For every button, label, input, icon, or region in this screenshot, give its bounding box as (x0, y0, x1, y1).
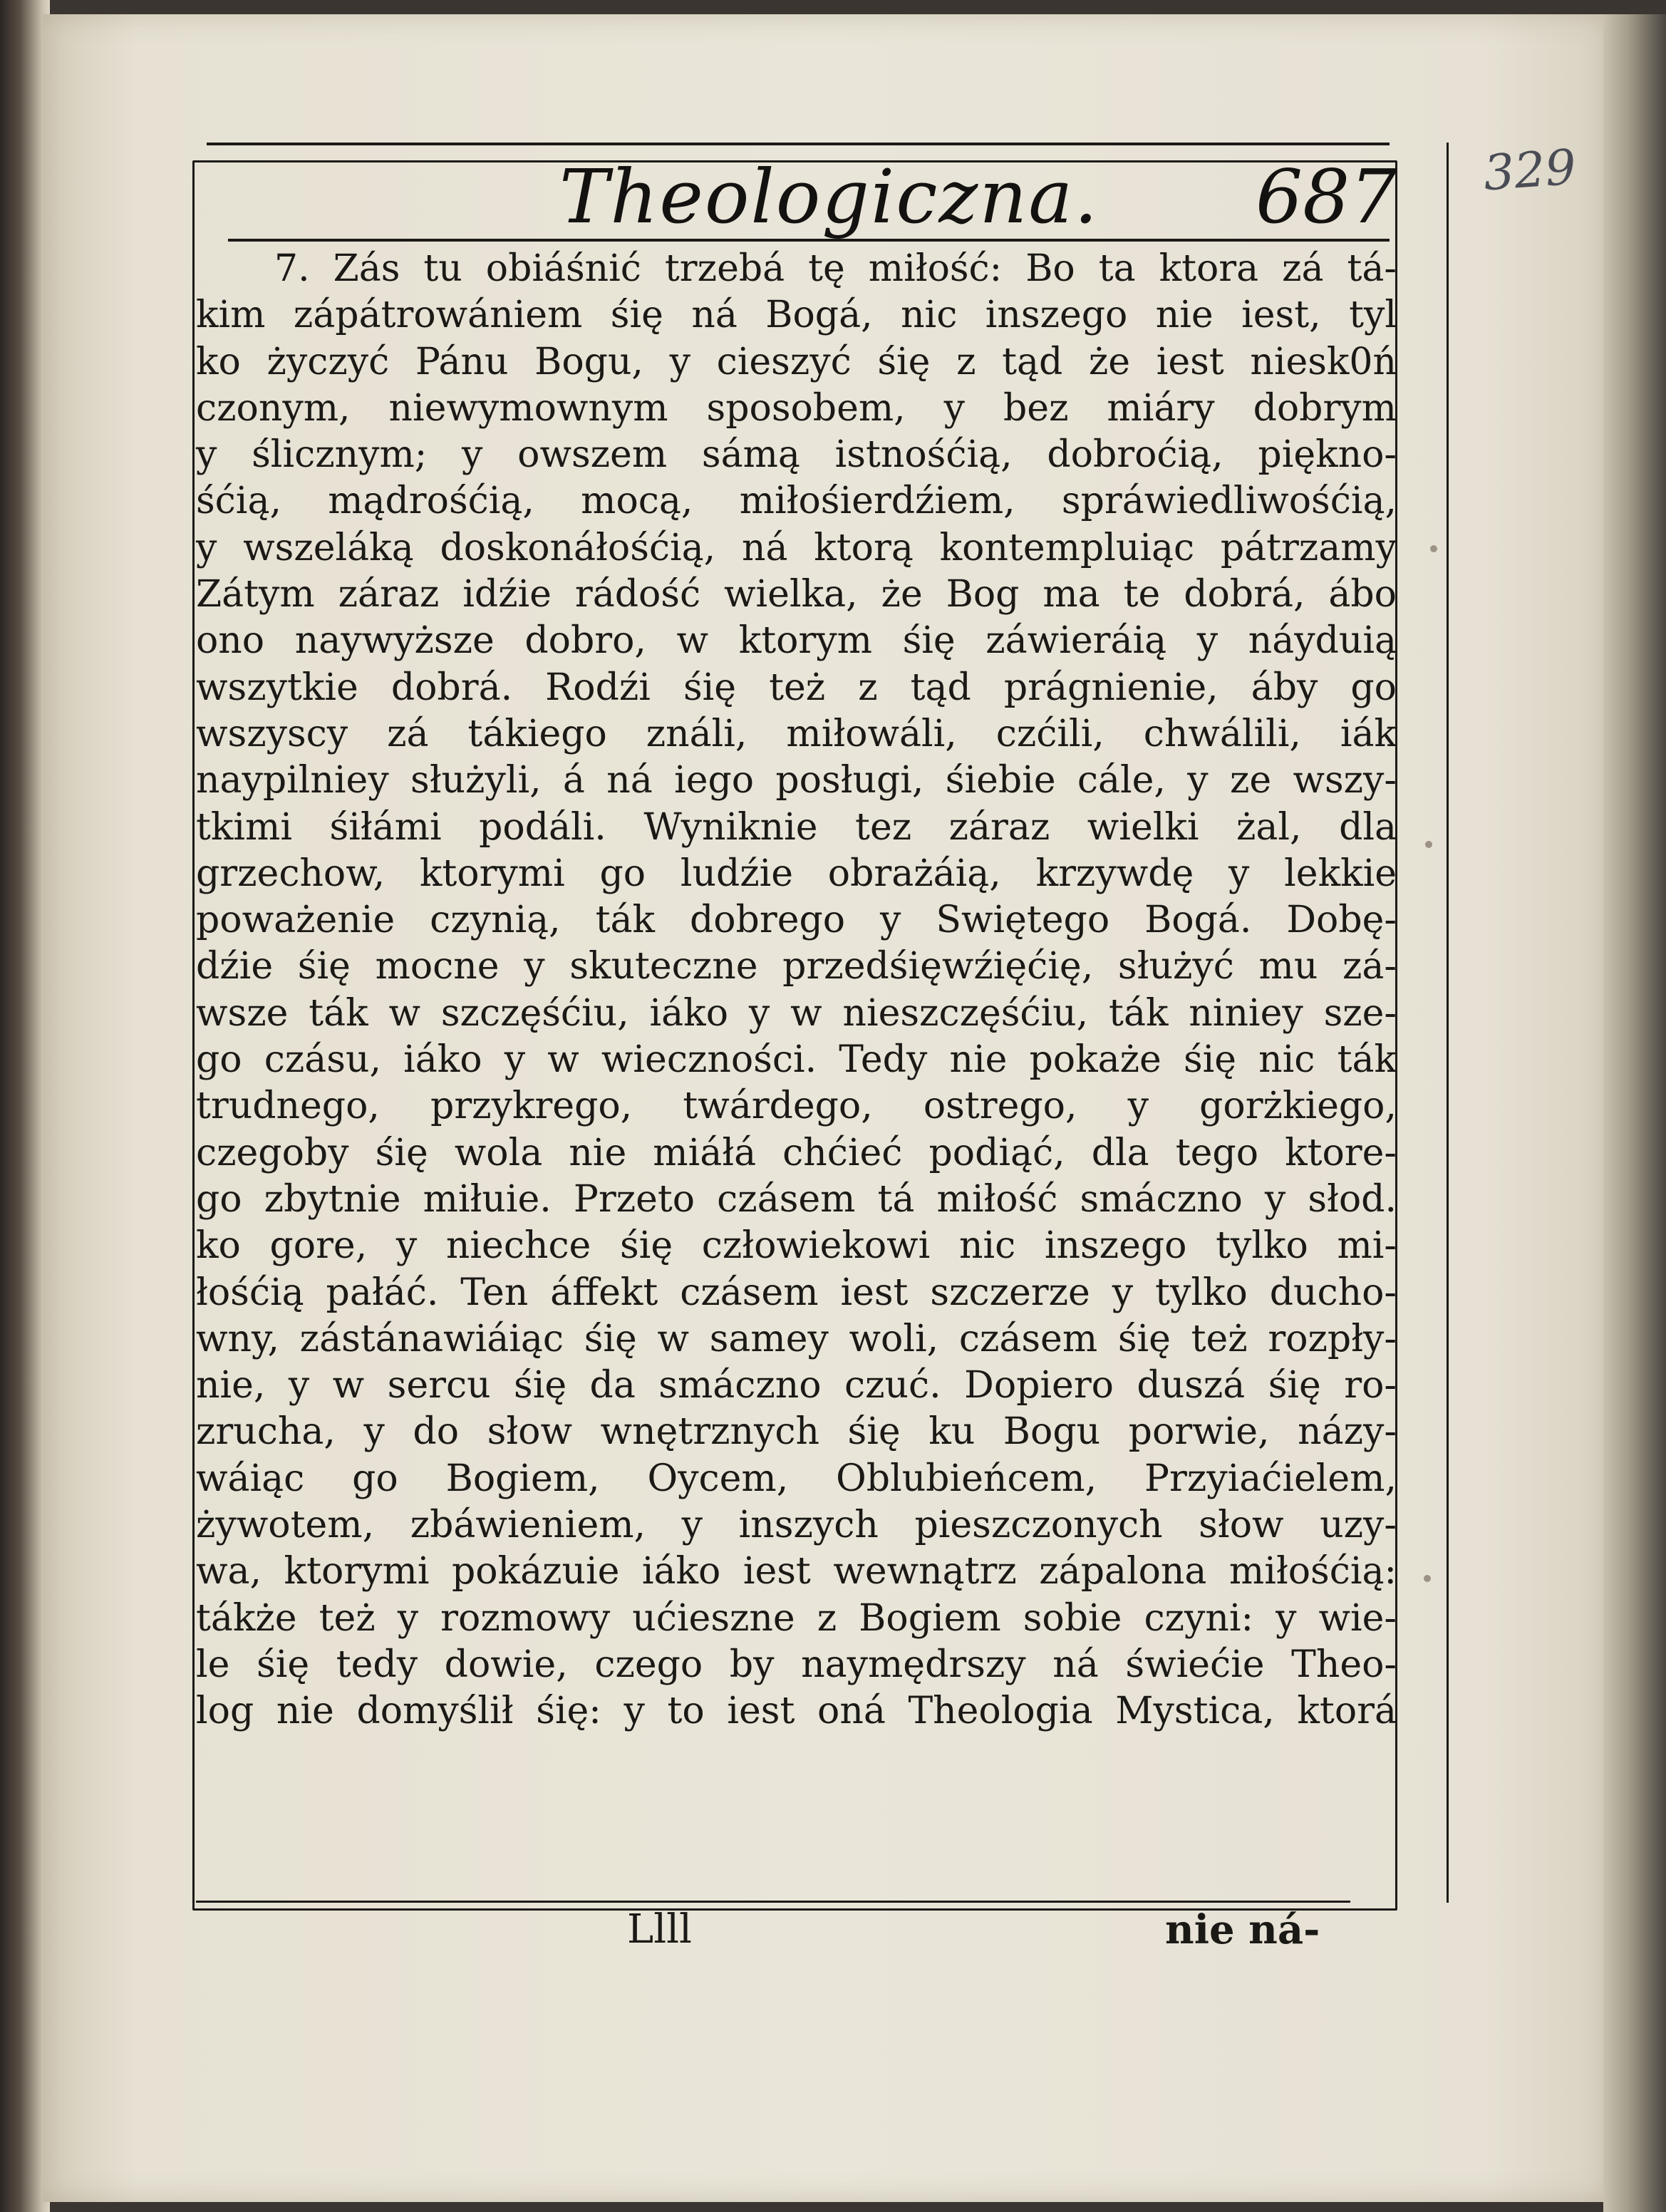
text-line: y wszeláką doskonáłośćią, ná ktorą kontempluiąc pátrzamy (196, 526, 1397, 569)
page-edge (1603, 14, 1666, 2212)
text-line: Zátym záraz idźie rádość wielka, że Bog ma te dobrá, ábo (196, 573, 1397, 616)
running-title: Theologiczna. (559, 153, 1100, 240)
text-line: log nie domyślił śię: y to iest oná Theologia Mystica, ktorá (196, 1690, 1397, 1733)
text-line: wsze ták w szczęśćiu, iáko y w nieszczęśćiu, ták niniey sze- (196, 991, 1397, 1035)
text-line: wszytkie dobrá. Rodźi śię też z tąd prágnienie, áby go (196, 666, 1397, 709)
text-line: czonym, niewymownym sposobem, y bez miáry dobrym (196, 386, 1397, 430)
margin-rule (1447, 143, 1449, 1903)
text-line: poważenie czynią, ták dobrego y Swiętego Bogá. Dobę- (196, 899, 1397, 942)
text-line: śćią, mądrośćią, mocą, miłośierdźiem, spráwiedliwośćią, (196, 480, 1397, 523)
text-line: tákże też y rozmowy ućieszne z Bogiem sobie czyni: y wie- (196, 1596, 1397, 1640)
text-line: go czásu, iáko y w wieczności. Tedy nie pokaże śię nic ták (196, 1038, 1397, 1082)
ink-spot (1424, 1575, 1431, 1582)
footer-rule (196, 1901, 1350, 1903)
text-line: czegoby śię wola nie miáłá chćieć podiąć, dla tego ktore- (196, 1131, 1397, 1174)
signature-mark: Llll (627, 1906, 692, 1953)
text-line: wny, zástánawiáiąc śię w samey woli, czásem śię też rozpły- (196, 1317, 1397, 1360)
text-line: łośćią pałáć. Ten áffekt czásem iest szczerze y tylko ducho- (196, 1271, 1397, 1314)
ink-spot (1430, 545, 1437, 552)
page-number: 687 (1256, 153, 1397, 240)
text-line: ono naywyższe dobro, w ktorym śię záwieráią y náyduią (196, 619, 1397, 663)
text-line: kim zápátrowániem śię ná Bogá, nic inszego nie iest, tyl (196, 294, 1397, 337)
text-line: dźie śię mocne y skuteczne przedśięwźięćię, służyć mu zá- (196, 945, 1397, 988)
text-line: grzechow, ktorymi go ludźie obrażáią, krzywdę y lekkie (196, 852, 1397, 895)
catchword: nie ná- (1165, 1906, 1320, 1953)
text-line: nie, y w sercu śię da smáczno czuć. Dopiero duszá śię ro- (196, 1364, 1397, 1407)
text-line: tkimi śiłámi podáli. Wyniknie tez záraz wielki żal, dla (196, 805, 1397, 849)
text-line: trudnego, przykrego, twárdego, ostrego, y gorżkiego, (196, 1085, 1397, 1128)
text-line: zrucha, y do słow wnętrznych śię ku Bogu porwie, názy- (196, 1410, 1397, 1454)
text-line: ko gore, y niechce śię człowiekowi nic inszego tylko mi- (196, 1224, 1397, 1268)
text-line: naypilniey służyli, á ná iego posługi, śiebie cále, y ze wszy- (196, 759, 1397, 802)
text-line: ko życzyć Pánu Bogu, y cieszyć śię z tąd że iest niesk0ń (196, 340, 1397, 383)
text-line: żywotem, zbáwieniem, y inszych pieszczonych słow uzy- (196, 1504, 1397, 1547)
text-line: wa, ktorymi pokázuie iáko iest wewnątrz zápalona miłośćią: (196, 1550, 1397, 1593)
handwritten-folio-number: 329 (1481, 139, 1578, 202)
text-line: go zbytnie miłuie. Przeto czásem tá miłość smáczno y słod. (196, 1177, 1397, 1221)
header-rule-top (207, 143, 1390, 145)
text-line: wszyscy zá tákiego ználi, miłowáli, czćili, chwálili, iák (196, 712, 1397, 755)
text-line: 7. Zás tu obiáśnić trzebá tę miłość: Bo ta ktora zá tá- (274, 247, 1397, 290)
text-line: le śię tedy dowie, czego by naymędrszy ná świećie Theo- (196, 1643, 1397, 1686)
body-text (196, 246, 1397, 1735)
ink-spot (1425, 841, 1432, 848)
text-line: y ślicznym; y owszem sámą istnośćią, dobroćią, piękno- (196, 433, 1397, 477)
text-line: wáiąc go Bogiem, Oycem, Oblubieńcem, Przyiaćielem, (196, 1457, 1397, 1500)
